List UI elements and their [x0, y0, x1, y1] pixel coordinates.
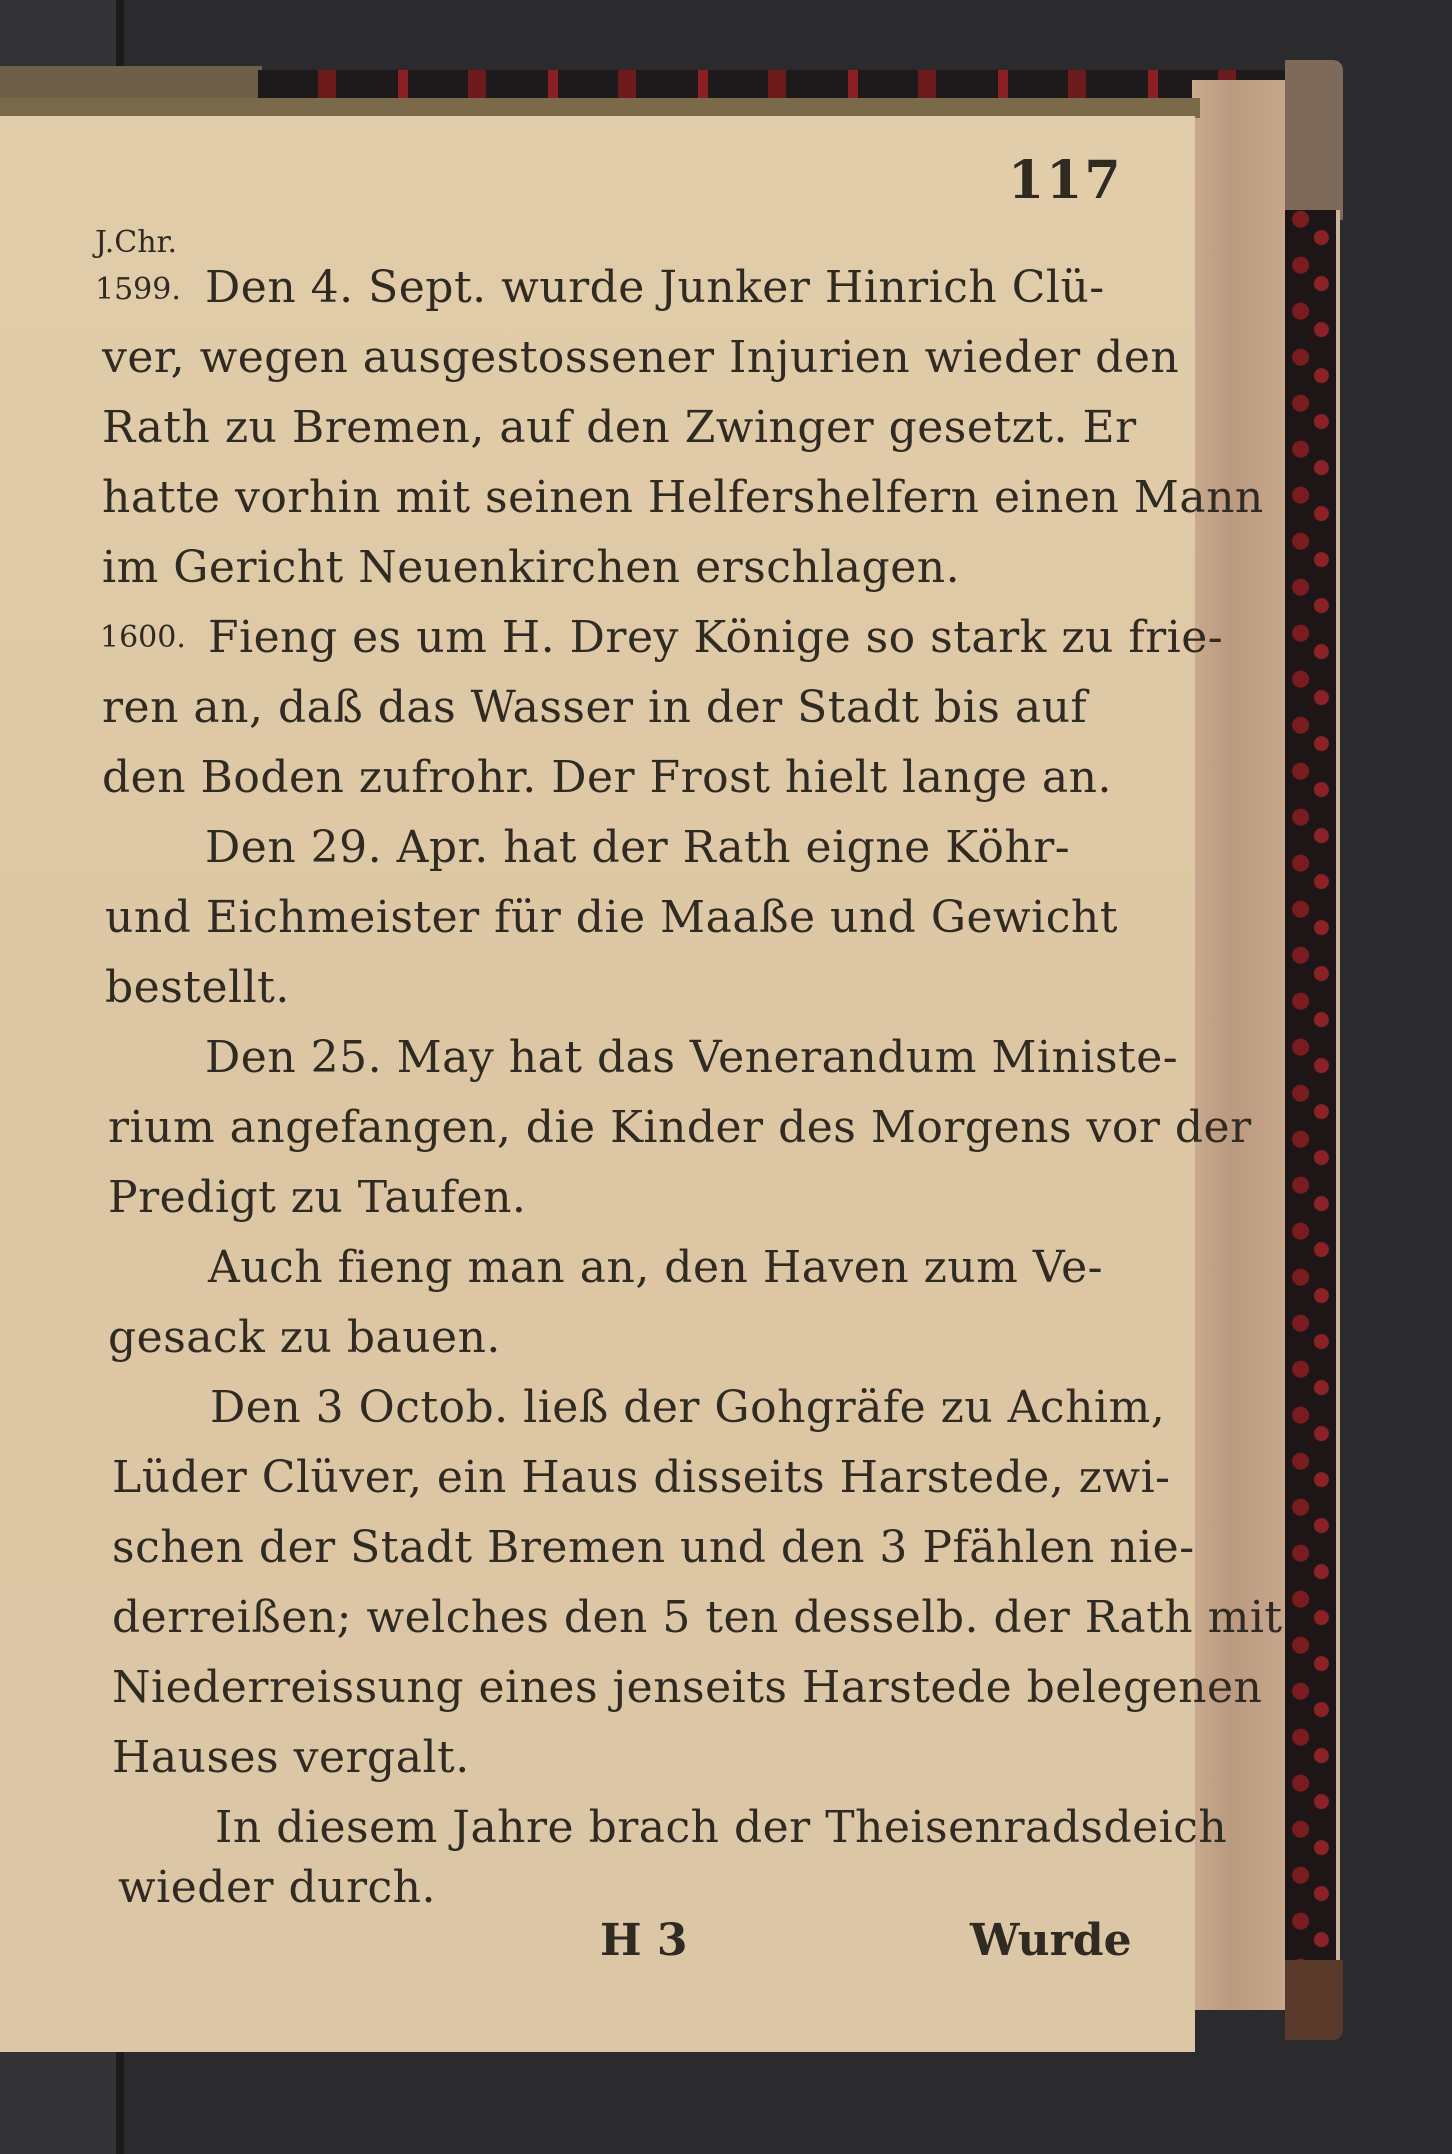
page-top-edge	[0, 98, 1200, 118]
text-line: und Eichmeister für die Maaße und Gewicht	[105, 892, 1118, 943]
text-line: Den 4. Sept. wurde Junker Hinrich Clü-	[205, 262, 1105, 313]
text-line: ren an, daß das Wasser in der Stadt bis auf	[102, 682, 1088, 733]
page-number: 117	[1008, 150, 1123, 211]
text-line: den Boden zufrohr. Der Frost hielt lange an.	[102, 752, 1112, 803]
board-edge	[1336, 210, 1340, 1970]
margin-note: 1600.	[100, 620, 186, 655]
text-line: Fieng es um H. Drey Könige so stark zu frie-	[208, 612, 1224, 663]
text-line: Niederreissung eines jenseits Harstede belegenen	[112, 1662, 1263, 1713]
text-line: Auch fieng man an, den Haven zum Ve-	[208, 1242, 1104, 1293]
text-line: bestellt.	[105, 962, 290, 1013]
book-board-corner-bottom	[1285, 1960, 1343, 2040]
text-line: Den 29. Apr. hat der Rath eigne Köhr-	[205, 822, 1071, 873]
signature-mark: H 3	[600, 1915, 688, 1966]
text-line: Den 3 Octob. ließ der Gohgräfe zu Achim,	[210, 1382, 1166, 1433]
text-line: Hauses vergalt.	[112, 1732, 470, 1783]
text-line: hatte vorhin mit seinen Helfershelfern einen Mann	[102, 472, 1264, 523]
text-line: In diesem Jahre brach der Theisenradsdeich	[215, 1802, 1228, 1853]
book-board-corner	[1285, 60, 1343, 220]
text-line: Predigt zu Taufen.	[108, 1172, 527, 1223]
book-fore-edge	[1192, 80, 1288, 2010]
text-line: derreißen; welches den 5 ten desselb. der Rath mit	[112, 1592, 1283, 1643]
text-line: gesack zu bauen.	[108, 1312, 501, 1363]
text-line: Lüder Clüver, ein Haus disseits Harstede, zwi-	[112, 1452, 1171, 1503]
text-line: rium angefangen, die Kinder des Morgens vor der	[108, 1102, 1252, 1153]
margin-note: 1599.	[95, 272, 181, 307]
catchword: Wurde	[970, 1915, 1132, 1966]
text-line: ver, wegen ausgestossener Injurien wieder den	[102, 332, 1180, 383]
text-line: schen der Stadt Bremen und den 3 Pfählen nie-	[112, 1522, 1195, 1573]
text-line: im Gericht Neuenkirchen erschlagen.	[102, 542, 961, 593]
text-line: Rath zu Bremen, auf den Zwinger gesetzt. Er	[102, 402, 1137, 453]
text-line: Den 25. May hat das Venerandum Ministe-	[205, 1032, 1179, 1083]
margin-note: J.Chr.	[95, 225, 178, 260]
marbled-board	[1285, 210, 1337, 1970]
text-line: wieder durch.	[118, 1862, 437, 1913]
